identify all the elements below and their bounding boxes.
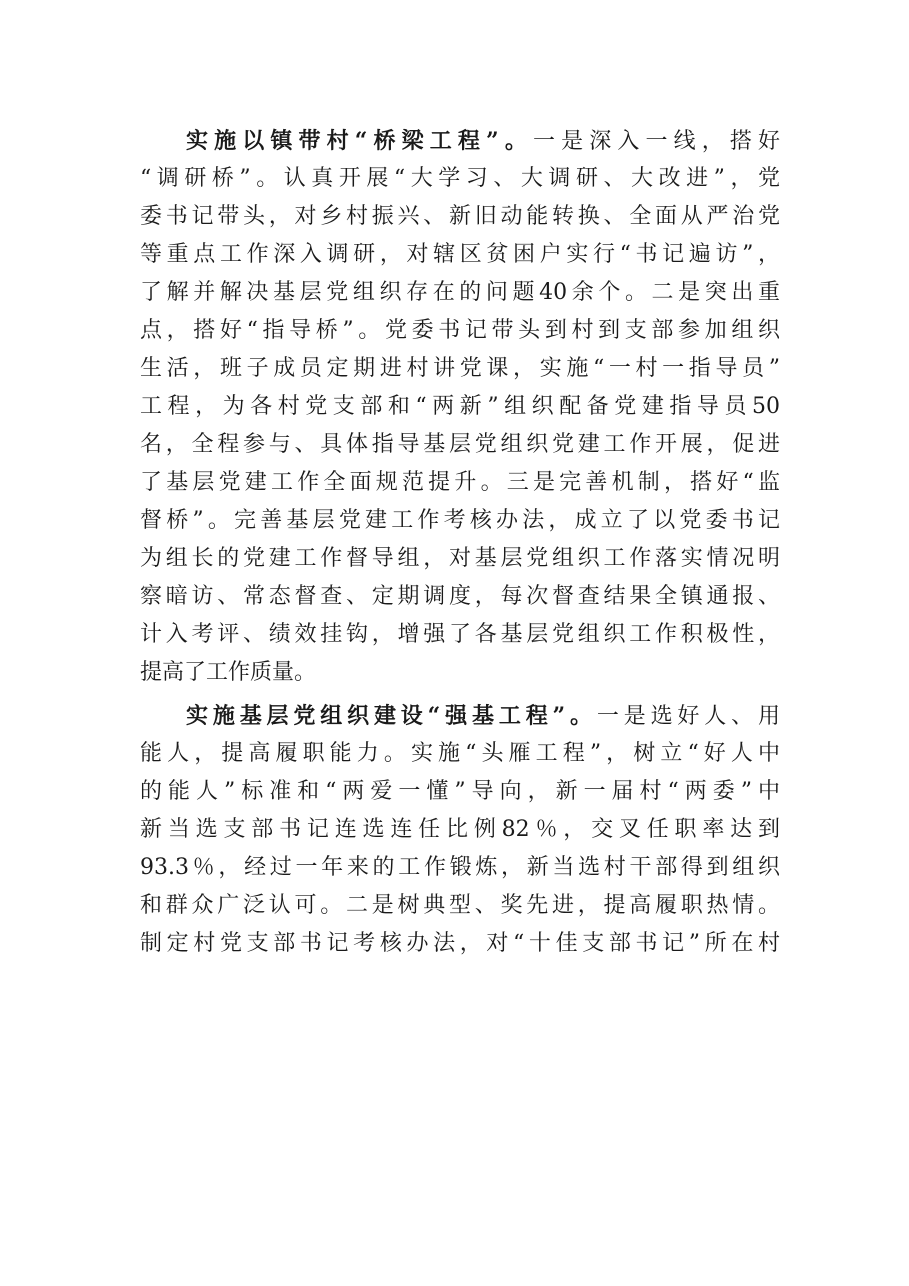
paragraph-line: 督桥”。完善基层党建工作考核办法，成立了以党委书记 <box>140 508 780 533</box>
paragraph-bridge-project <box>140 122 780 692</box>
paragraph-line: 名，全程参与、具体指导基层党组织党建工作开展，促进 <box>140 432 780 457</box>
paragraph-line: 了基层党建工作全面规范提升。三是完善机制，搭好“监 <box>140 470 780 495</box>
paragraph-last-line: 提高了工作质量。 <box>140 660 317 685</box>
paragraph-heading: 实施基层党组织建设“强基工程”。 <box>186 703 597 729</box>
line-text: 一是选好人、用 <box>596 704 780 729</box>
paragraph-line: 察暗访、常态督查、定期调度，每次督查结果全镇通报、 <box>140 584 780 609</box>
paragraph-line: 和群众广泛认可。二是树典型、奖先进，提高履职热情。 <box>140 893 780 918</box>
paragraph-line: 点，搭好“指导桥”。党委书记带头到村到支部参加组织 <box>140 318 780 343</box>
body-text <box>140 122 780 963</box>
paragraph-line: “调研桥”。认真开展“大学习、大调研、大改进”，党 <box>140 166 780 191</box>
paragraph-line: 能人，提高履职能力。实施“头雁工程”，树立“好人中 <box>140 741 780 766</box>
paragraph-first-line <box>140 122 780 160</box>
paragraph-line: 了解并解决基层党组织存在的问题40余个。二是突出重 <box>140 280 780 305</box>
paragraph-line: 93.3％，经过一年来的工作锻炼，新当选村干部得到组织 <box>140 855 780 880</box>
paragraph-foundation-project <box>140 697 780 963</box>
paragraph-line: 制定村党支部书记考核办法，对“十佳支部书记”所在村 <box>140 931 780 956</box>
paragraph-heading: 实施以镇带村“桥梁工程”。 <box>186 128 533 154</box>
paragraph-line: 计入考评、绩效挂钩，增强了各基层党组织工作积极性， <box>140 622 780 647</box>
paragraph-line: 的能人”标准和“两爱一懂”导向，新一届村“两委”中 <box>140 779 780 804</box>
line-text: 一是深入一线，搭好 <box>532 129 780 154</box>
paragraph-line: 为组长的党建工作督导组，对基层党组织工作落实情况明 <box>140 546 780 571</box>
paragraph-first-line <box>140 697 780 735</box>
paragraph-line: 生活，班子成员定期进村讲党课，实施“一村一指导员” <box>140 356 780 381</box>
paragraph-line: 委书记带头，对乡村振兴、新旧动能转换、全面从严治党 <box>140 204 780 229</box>
paragraph-line: 等重点工作深入调研，对辖区贫困户实行“书记遍访”， <box>140 242 780 267</box>
paragraph-line: 新当选支部书记连选连任比例82％，交叉任职率达到 <box>140 817 780 842</box>
paragraph-line: 工程，为各村党支部和“两新”组织配备党建指导员50 <box>140 394 780 419</box>
